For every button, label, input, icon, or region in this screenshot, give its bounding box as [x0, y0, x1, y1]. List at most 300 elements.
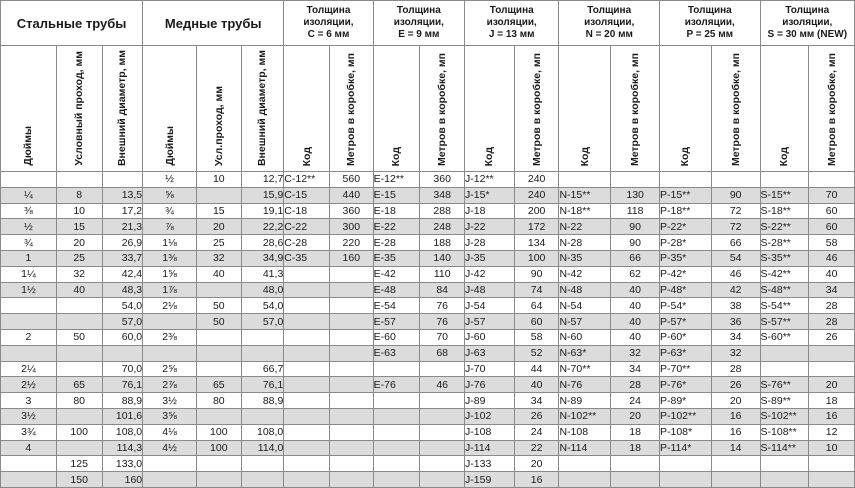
- cell-c-meters: [329, 330, 373, 346]
- cell-n-code: N-28: [559, 235, 611, 251]
- insulation-e-header: Толщина изоляции, E = 9 мм: [373, 1, 464, 46]
- cell-n-meters: 40: [611, 282, 660, 298]
- cell-s-meters: [809, 361, 855, 377]
- cell-j-code: J-35: [465, 251, 515, 267]
- cell-n-code: [559, 172, 611, 188]
- cell-c-code: [284, 282, 330, 298]
- cell-steel-outer: 70,0: [102, 361, 143, 377]
- cell-steel-outer: 57,0: [102, 314, 143, 330]
- cell-c-code: [284, 314, 330, 330]
- col-copper-inches: Дюймы: [143, 46, 197, 172]
- cell-n-code: N-48: [559, 282, 611, 298]
- cell-steel-bore: 125: [56, 456, 102, 472]
- cell-copper-inches: [143, 314, 197, 330]
- cell-n-code: N-15**: [559, 187, 611, 203]
- cell-copper-outer: 114,0: [241, 440, 284, 456]
- cell-j-code: J-12**: [465, 172, 515, 188]
- cell-copper-bore: [196, 456, 241, 472]
- cell-c-code: [284, 440, 330, 456]
- cell-copper-inches: 3⅝: [143, 409, 197, 425]
- cell-j-meters: 24: [514, 424, 559, 440]
- cell-p-code: P-18**: [660, 203, 712, 219]
- cell-e-meters: 76: [420, 314, 465, 330]
- cell-e-code: E-76: [373, 377, 420, 393]
- cell-steel-bore: 20: [56, 235, 102, 251]
- cell-c-code: [284, 361, 330, 377]
- cell-p-meters: 16: [711, 424, 760, 440]
- cell-e-meters: 188: [420, 235, 465, 251]
- cell-steel-bore: [56, 409, 102, 425]
- cell-j-meters: 26: [514, 409, 559, 425]
- cell-j-meters: 134: [514, 235, 559, 251]
- cell-c-meters: [329, 377, 373, 393]
- cell-copper-outer: 108,0: [241, 424, 284, 440]
- cell-e-meters: 110: [420, 266, 465, 282]
- cell-s-code: S-15**: [760, 187, 809, 203]
- cell-s-code: S-18**: [760, 203, 809, 219]
- cell-s-meters: 26: [809, 330, 855, 346]
- cell-steel-inches: 1: [1, 251, 57, 267]
- cell-j-meters: 58: [514, 330, 559, 346]
- cell-s-code: S-48**: [760, 282, 809, 298]
- cell-n-meters: 40: [611, 298, 660, 314]
- cell-e-code: E-48: [373, 282, 420, 298]
- cell-n-code: N-22: [559, 219, 611, 235]
- cell-copper-inches: 1⅛: [143, 235, 197, 251]
- table-body: [1, 172, 855, 488]
- cell-j-code: J-54: [465, 298, 515, 314]
- table-row: [1, 440, 855, 456]
- cell-s-code: S-76**: [760, 377, 809, 393]
- cell-steel-bore: [56, 298, 102, 314]
- cell-n-meters: 34: [611, 361, 660, 377]
- cell-s-meters: 60: [809, 203, 855, 219]
- cell-s-meters: 18: [809, 393, 855, 409]
- cell-n-meters: 130: [611, 187, 660, 203]
- table-row: [1, 377, 855, 393]
- cell-steel-bore: [56, 361, 102, 377]
- cell-p-meters: 16: [711, 409, 760, 425]
- cell-copper-inches: 1⅞: [143, 282, 197, 298]
- cell-s-code: S-102**: [760, 409, 809, 425]
- cell-j-meters: 240: [514, 172, 559, 188]
- cell-s-meters: 12: [809, 424, 855, 440]
- cell-j-code: J-102: [465, 409, 515, 425]
- cell-s-code: [760, 456, 809, 472]
- cell-e-code: [373, 440, 420, 456]
- cell-copper-bore: 50: [196, 298, 241, 314]
- cell-steel-bore: 15: [56, 219, 102, 235]
- cell-p-code: [660, 456, 712, 472]
- cell-s-code: S-57**: [760, 314, 809, 330]
- cell-steel-inches: 3¾: [1, 424, 57, 440]
- cell-copper-inches: 2⅜: [143, 330, 197, 346]
- cell-p-code: P-108*: [660, 424, 712, 440]
- cell-e-code: E-54: [373, 298, 420, 314]
- cell-copper-bore: 10: [196, 172, 241, 188]
- cell-n-code: N-108: [559, 424, 611, 440]
- cell-copper-inches: 2⅝: [143, 361, 197, 377]
- cell-steel-bore: 8: [56, 187, 102, 203]
- cell-steel-inches: [1, 345, 57, 361]
- cell-n-meters: 40: [611, 314, 660, 330]
- cell-s-code: S-60**: [760, 330, 809, 346]
- col-steel-outer: Внешний диаметр, мм: [102, 46, 143, 172]
- cell-n-code: N-76: [559, 377, 611, 393]
- cell-s-code: S-114**: [760, 440, 809, 456]
- cell-e-code: E-18: [373, 203, 420, 219]
- cell-c-meters: [329, 393, 373, 409]
- cell-copper-bore: 100: [196, 440, 241, 456]
- cell-e-code: [373, 456, 420, 472]
- cell-p-code: P-114*: [660, 440, 712, 456]
- col-j-code: Код: [465, 46, 515, 172]
- cell-s-meters: 46: [809, 251, 855, 267]
- cell-n-code: [559, 456, 611, 472]
- cell-steel-outer: 17,2: [102, 203, 143, 219]
- table-row: [1, 409, 855, 425]
- cell-c-meters: [329, 298, 373, 314]
- cell-c-meters: 360: [329, 203, 373, 219]
- cell-steel-outer: 114,3: [102, 440, 143, 456]
- cell-copper-outer: [241, 345, 284, 361]
- cell-copper-outer: 28,6: [241, 235, 284, 251]
- cell-steel-inches: ½: [1, 219, 57, 235]
- cell-steel-outer: 33,7: [102, 251, 143, 267]
- cell-e-code: E-57: [373, 314, 420, 330]
- cell-e-code: E-42: [373, 266, 420, 282]
- cell-e-meters: [420, 393, 465, 409]
- cell-steel-bore: 10: [56, 203, 102, 219]
- cell-copper-bore: 15: [196, 203, 241, 219]
- cell-steel-bore: [56, 172, 102, 188]
- cell-n-meters: 28: [611, 377, 660, 393]
- cell-steel-outer: 88,9: [102, 393, 143, 409]
- cell-p-meters: 46: [711, 266, 760, 282]
- cell-n-meters: 62: [611, 266, 660, 282]
- cell-s-code: S-22**: [760, 219, 809, 235]
- cell-p-meters: 28: [711, 361, 760, 377]
- cell-p-code: P-57*: [660, 314, 712, 330]
- cell-j-meters: 172: [514, 219, 559, 235]
- cell-s-meters: 28: [809, 314, 855, 330]
- cell-j-code: J-108: [465, 424, 515, 440]
- cell-copper-outer: 34,9: [241, 251, 284, 267]
- cell-c-meters: [329, 361, 373, 377]
- insulation-c-header: Толщина изоляции, C = 6 мм: [284, 1, 373, 46]
- cell-j-code: J-15*: [465, 187, 515, 203]
- cell-copper-outer: 12,7: [241, 172, 284, 188]
- col-p-meters: Метров в коробке, мп: [711, 46, 760, 172]
- cell-copper-inches: 2⅛: [143, 298, 197, 314]
- cell-copper-bore: [196, 187, 241, 203]
- cell-e-code: [373, 409, 420, 425]
- cell-steel-inches: ⅜: [1, 203, 57, 219]
- cell-s-meters: [809, 345, 855, 361]
- cell-copper-bore: 50: [196, 314, 241, 330]
- cell-j-code: J-48: [465, 282, 515, 298]
- insulation-s-header: Толщина изоляции, S = 30 мм (NEW): [760, 1, 854, 46]
- cell-s-code: S-108**: [760, 424, 809, 440]
- cell-copper-outer: 41,3: [241, 266, 284, 282]
- table-row: [1, 235, 855, 251]
- cell-p-code: P-15**: [660, 187, 712, 203]
- cell-p-code: P-54*: [660, 298, 712, 314]
- cell-copper-outer: 57,0: [241, 314, 284, 330]
- table-row: [1, 203, 855, 219]
- cell-e-code: [373, 361, 420, 377]
- cell-s-meters: 20: [809, 377, 855, 393]
- cell-s-meters: 34: [809, 282, 855, 298]
- cell-c-meters: 560: [329, 172, 373, 188]
- cell-s-code: S-28**: [760, 235, 809, 251]
- cell-p-code: P-42*: [660, 266, 712, 282]
- cell-e-meters: [420, 456, 465, 472]
- cell-steel-bore: 25: [56, 251, 102, 267]
- table-row: [1, 361, 855, 377]
- cell-e-code: [373, 424, 420, 440]
- cell-e-meters: 348: [420, 187, 465, 203]
- cell-copper-bore: [196, 345, 241, 361]
- col-p-code: Код: [660, 46, 712, 172]
- cell-steel-outer: 133,0: [102, 456, 143, 472]
- cell-c-code: [284, 393, 330, 409]
- cell-j-meters: 22: [514, 440, 559, 456]
- cell-steel-bore: 150: [56, 472, 102, 488]
- cell-j-code: J-114: [465, 440, 515, 456]
- cell-e-meters: 46: [420, 377, 465, 393]
- cell-copper-outer: 15,9: [241, 187, 284, 203]
- cell-steel-bore: 32: [56, 266, 102, 282]
- cell-p-code: P-28*: [660, 235, 712, 251]
- cell-steel-bore: 40: [56, 282, 102, 298]
- cell-p-meters: 34: [711, 330, 760, 346]
- cell-j-meters: 100: [514, 251, 559, 267]
- insulation-p-header: Толщина изоляции, P = 25 мм: [660, 1, 761, 46]
- col-c-code: Код: [284, 46, 330, 172]
- cell-steel-inches: [1, 314, 57, 330]
- cell-s-code: S-35**: [760, 251, 809, 267]
- cell-p-meters: 36: [711, 314, 760, 330]
- cell-e-meters: 68: [420, 345, 465, 361]
- table-row: [1, 219, 855, 235]
- cell-steel-inches: [1, 298, 57, 314]
- cell-c-code: [284, 424, 330, 440]
- table-row: [1, 330, 855, 346]
- cell-s-code: S-42**: [760, 266, 809, 282]
- cell-e-meters: [420, 424, 465, 440]
- cell-p-meters: [711, 456, 760, 472]
- cell-s-meters: [809, 456, 855, 472]
- cell-copper-bore: 80: [196, 393, 241, 409]
- cell-s-code: S-54**: [760, 298, 809, 314]
- cell-p-meters: 90: [711, 187, 760, 203]
- insulation-n-header: Толщина изоляции, N = 20 мм: [559, 1, 660, 46]
- cell-p-meters: 26: [711, 377, 760, 393]
- cell-p-code: P-76*: [660, 377, 712, 393]
- cell-copper-outer: [241, 409, 284, 425]
- cell-copper-inches: 4½: [143, 440, 197, 456]
- cell-steel-bore: [56, 314, 102, 330]
- table-row: [1, 298, 855, 314]
- cell-c-code: C-22: [284, 219, 330, 235]
- cell-c-code: [284, 409, 330, 425]
- col-n-code: Код: [559, 46, 611, 172]
- cell-e-code: E-15: [373, 187, 420, 203]
- col-e-meters: Метров в коробке, мп: [420, 46, 465, 172]
- cell-s-meters: 70: [809, 187, 855, 203]
- cell-e-code: E-28: [373, 235, 420, 251]
- cell-copper-bore: 100: [196, 424, 241, 440]
- cell-n-code: N-89: [559, 393, 611, 409]
- cell-j-code: J-70: [465, 361, 515, 377]
- cell-p-code: P-70**: [660, 361, 712, 377]
- cell-steel-outer: 54,0: [102, 298, 143, 314]
- cell-steel-inches: [1, 456, 57, 472]
- copper-pipes-header: Медные трубы: [143, 1, 284, 46]
- cell-n-code: N-60: [559, 330, 611, 346]
- cell-c-code: [284, 298, 330, 314]
- cell-e-code: [373, 393, 420, 409]
- cell-c-code: C-18: [284, 203, 330, 219]
- cell-j-code: J-42: [465, 266, 515, 282]
- cell-c-meters: 160: [329, 251, 373, 267]
- cell-steel-outer: 26,9: [102, 235, 143, 251]
- cell-copper-inches: 2⅞: [143, 377, 197, 393]
- cell-steel-inches: 2½: [1, 377, 57, 393]
- cell-copper-outer: [241, 330, 284, 346]
- cell-e-meters: 288: [420, 203, 465, 219]
- cell-c-code: C-28: [284, 235, 330, 251]
- cell-c-code: C-12**: [284, 172, 330, 188]
- cell-n-code: N-70**: [559, 361, 611, 377]
- cell-copper-inches: 1⅜: [143, 251, 197, 267]
- cell-n-code: N-18**: [559, 203, 611, 219]
- cell-p-meters: 42: [711, 282, 760, 298]
- cell-copper-outer: 48,0: [241, 282, 284, 298]
- cell-j-meters: 16: [514, 472, 559, 488]
- cell-steel-inches: 3: [1, 393, 57, 409]
- cell-c-meters: [329, 409, 373, 425]
- cell-j-code: J-133: [465, 456, 515, 472]
- col-c-meters: Метров в коробке, мп: [329, 46, 373, 172]
- cell-j-meters: 40: [514, 377, 559, 393]
- cell-copper-outer: [241, 456, 284, 472]
- col-copper-outer: Внешний диаметр, мм: [241, 46, 284, 172]
- table-row: [1, 314, 855, 330]
- cell-p-meters: 54: [711, 251, 760, 267]
- cell-j-meters: 74: [514, 282, 559, 298]
- cell-c-meters: [329, 440, 373, 456]
- cell-e-meters: [420, 409, 465, 425]
- cell-n-code: N-57: [559, 314, 611, 330]
- cell-j-code: J-159: [465, 472, 515, 488]
- cell-steel-outer: [102, 172, 143, 188]
- cell-j-code: J-63: [465, 345, 515, 361]
- cell-steel-outer: 108,0: [102, 424, 143, 440]
- cell-s-code: [760, 345, 809, 361]
- cell-steel-outer: 60,0: [102, 330, 143, 346]
- cell-copper-outer: 22,2: [241, 219, 284, 235]
- cell-steel-bore: [56, 440, 102, 456]
- cell-n-code: N-54: [559, 298, 611, 314]
- cell-n-meters: [611, 172, 660, 188]
- cell-j-meters: 240: [514, 187, 559, 203]
- cell-n-meters: 18: [611, 424, 660, 440]
- cell-copper-bore: 20: [196, 219, 241, 235]
- cell-steel-inches: 3½: [1, 409, 57, 425]
- col-steel-bore: Условный проход, мм: [56, 46, 102, 172]
- cell-copper-bore: [196, 409, 241, 425]
- cell-j-code: J-57: [465, 314, 515, 330]
- steel-pipes-header: Стальные трубы: [1, 1, 143, 46]
- cell-copper-inches: ½: [143, 172, 197, 188]
- cell-n-meters: 24: [611, 393, 660, 409]
- table-row: [1, 282, 855, 298]
- cell-c-meters: 220: [329, 235, 373, 251]
- insulation-j-header: Толщина изоляции, J = 13 мм: [465, 1, 559, 46]
- cell-s-meters: 10: [809, 440, 855, 456]
- cell-n-meters: 90: [611, 235, 660, 251]
- cell-n-code: N-35: [559, 251, 611, 267]
- cell-c-meters: [329, 266, 373, 282]
- cell-steel-outer: 42,4: [102, 266, 143, 282]
- cell-e-meters: [420, 361, 465, 377]
- cell-copper-outer: 19,1: [241, 203, 284, 219]
- cell-copper-bore: [196, 330, 241, 346]
- col-e-code: Код: [373, 46, 420, 172]
- col-n-meters: Метров в коробке, мп: [611, 46, 660, 172]
- cell-s-code: [760, 361, 809, 377]
- cell-p-meters: 72: [711, 203, 760, 219]
- cell-copper-outer: 76,1: [241, 377, 284, 393]
- cell-j-meters: 60: [514, 314, 559, 330]
- cell-steel-inches: ¼: [1, 187, 57, 203]
- cell-j-code: J-22: [465, 219, 515, 235]
- cell-copper-outer: 54,0: [241, 298, 284, 314]
- cell-copper-inches: ⅝: [143, 187, 197, 203]
- cell-steel-inches: ¾: [1, 235, 57, 251]
- cell-e-code: E-60: [373, 330, 420, 346]
- cell-steel-outer: 101,6: [102, 409, 143, 425]
- cell-j-meters: 20: [514, 456, 559, 472]
- cell-copper-inches: 4⅛: [143, 424, 197, 440]
- cell-n-meters: 118: [611, 203, 660, 219]
- cell-steel-inches: 2¼: [1, 361, 57, 377]
- cell-n-meters: 40: [611, 330, 660, 346]
- cell-j-meters: 44: [514, 361, 559, 377]
- table-row: [1, 266, 855, 282]
- cell-j-code: J-60: [465, 330, 515, 346]
- cell-j-code: J-89: [465, 393, 515, 409]
- cell-copper-inches: [143, 456, 197, 472]
- cell-j-code: J-28: [465, 235, 515, 251]
- cell-steel-inches: 4: [1, 440, 57, 456]
- cell-e-meters: [420, 440, 465, 456]
- col-s-code: Код: [760, 46, 809, 172]
- cell-steel-outer: 76,1: [102, 377, 143, 393]
- cell-copper-inches: [143, 345, 197, 361]
- cell-copper-outer: 88,9: [241, 393, 284, 409]
- cell-j-meters: 52: [514, 345, 559, 361]
- cell-copper-inches: 1⅝: [143, 266, 197, 282]
- cell-s-code: [760, 172, 809, 188]
- cell-e-meters: 360: [420, 172, 465, 188]
- cell-p-meters: 20: [711, 393, 760, 409]
- cell-n-code: N-102**: [559, 409, 611, 425]
- cell-copper-outer: 66,7: [241, 361, 284, 377]
- cell-steel-bore: 80: [56, 393, 102, 409]
